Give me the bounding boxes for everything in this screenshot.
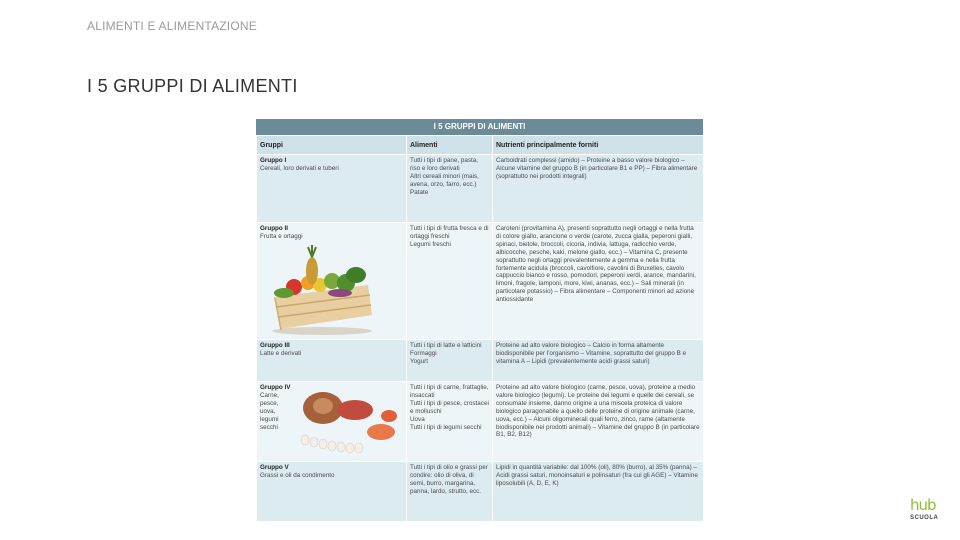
page-title: I 5 GRUPPI DI ALIMENTI <box>87 76 298 96</box>
food-item: Tutti i tipi di carne, frattaglie, insaccati <box>410 384 489 399</box>
group-desc: Carne, pesce, uova, legumi secchi <box>260 391 279 431</box>
group-cell <box>257 155 407 223</box>
group-desc: Latte e derivati <box>260 349 302 357</box>
food-item: Patate <box>410 188 429 196</box>
food-item: Yogurt <box>410 357 428 365</box>
table-row <box>257 223 704 340</box>
food-item: Uova <box>410 415 425 423</box>
group-cell <box>257 223 407 340</box>
food-item: Tutti i tipi di olio e grassi per condire: olio di oliva, di semi, burro, margarina, panna, lardo, strutto, ecc. <box>410 464 488 495</box>
nutrients-cell: Lipidi in quantità variabile: dal 100% (oli), 80% (burro), al 35% (panna) – Acidi grassi saturi, monoinsaturi e polinsaturi (fra cui gli AGE) – Vitamine liposolubili (A, D, E, K) <box>493 462 704 522</box>
col-header-foods: Alimenti <box>407 136 493 155</box>
group-cell <box>257 462 407 522</box>
group-cell <box>257 382 407 462</box>
nutrients-cell: Caroteni (provitamina A), presenti soprattutto negli ortaggi e nella frutta di colore giallo, arancione o verde (carote, zucca gialla, peperoni gialli, spinaci, bietole, broccoli, cicoria, indivia, lattuga, radicchio verde, albicocche, pesche, kaki, melone giallo, ecc.) – Vitamina C, presente soprattutto negli ortaggi prevalentemente a gemma e nella frutta fortemente acidula (broccoli, cavolfiore, cavolini di Bruxelles, cavolo cappuccio bianco e rosso, pomodori, peperoni verdi, arance, mandarini, limoni, fragole, lamponi, more, kiwi, ananas, ecc.) – Sali minerali (in particolare potassio) – Fibra alimentare – Componenti minori ad azione antiossidante <box>493 223 704 340</box>
table-row <box>257 382 704 462</box>
food-item: Tutti i tipi di latte e latticini <box>410 342 482 349</box>
foods-cell <box>407 340 493 382</box>
group-desc: Grassi e oli da condimento <box>260 471 335 479</box>
nutrients-cell: Proteine ad alto valore biologico (carne, pesce, uova), proteine a medio valore biologico (legumi). Le proteine dei legumi e quelle dei cereali, se consumate insieme, danno origine a una miscela proteica di valore biologico paragonabile a quello delle proteine di origine animale (carne, uova, ecc.) – Alcuni oligominerali quali ferro, zinco, rame (altamente biodisponibile nei prodotti animali) – Vitamine del gruppo B (in particolare B1, B2, B12) <box>493 382 704 462</box>
group-desc: Frutta e ortaggi <box>260 232 303 240</box>
nutrients-cell: Carboidrati complessi (amido) – Proteine a basso valore biologico – Alcune vitamine del gruppo B (in particolare B1 e PP) – Fibra alimentare (soprattutto nei prodotti integrali) <box>493 155 704 223</box>
group-name: Gruppo I <box>260 157 287 164</box>
foods-cell <box>407 382 493 462</box>
foods-cell <box>407 223 493 340</box>
header-label: ALIMENTI E ALIMENTAZIONE <box>87 19 257 33</box>
food-item: Formaggi <box>410 349 437 357</box>
meat-fish-eggs-image <box>293 384 403 458</box>
table-title: I 5 GRUPPI DI ALIMENTI <box>256 119 703 135</box>
logo-scuola-text: SCUOLA <box>910 515 939 521</box>
col-header-nutrients: Nutrienti principalmente forniti <box>493 136 704 155</box>
food-item: Legumi freschi <box>410 240 451 248</box>
foods-cell <box>407 462 493 522</box>
group-name: Gruppo IV <box>260 384 291 391</box>
group-cell <box>257 340 407 382</box>
group-name: Gruppo III <box>260 342 290 349</box>
group-desc: Cereali, loro derivati e tuberi <box>260 164 339 172</box>
food-groups-table <box>256 119 703 521</box>
food-item: Tutti i tipi di legumi secchi <box>410 423 482 431</box>
group-name: Gruppo V <box>260 464 289 471</box>
nutrients-cell: Proteine ad alto valore biologico – Calcio in forma altamente biodisponibile per l'organismo – Vitamine, soprattutto del gruppo B e vitamina A – Lipidi (prevalentemente acidi grassi saturi) <box>493 340 704 382</box>
food-item: Altri cereali minori (mais, avena, orzo, farro, ecc.) <box>410 172 479 188</box>
logo-hub-text: hub <box>910 496 936 514</box>
col-header-groups: Gruppi <box>257 136 407 155</box>
food-item: Tutti i tipi di pane, pasta, riso e loro derivati <box>410 157 479 172</box>
table-row <box>257 340 704 382</box>
food-item: Tutti i tipi di pesce, crostacei e molluschi <box>410 399 489 415</box>
group-name: Gruppo II <box>260 225 288 232</box>
table-row <box>257 155 704 223</box>
foods-cell <box>407 155 493 223</box>
fruit-vegetables-crate-image <box>260 245 380 337</box>
hub-scuola-logo <box>910 498 950 528</box>
food-item: Tutti i tipi di frutta fresca e di ortaggi freschi <box>410 225 489 240</box>
table-row <box>257 462 704 522</box>
